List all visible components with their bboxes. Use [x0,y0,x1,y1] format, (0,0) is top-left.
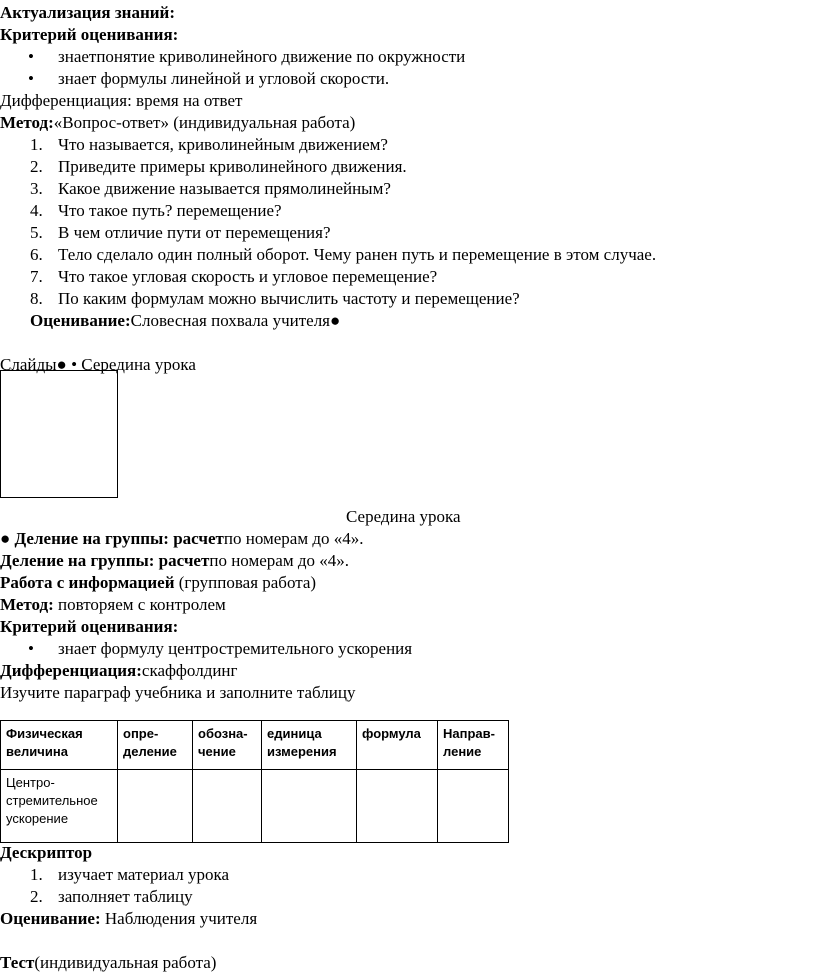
test-line: Тест(индивидуальная работа) [0,953,217,972]
table-header: опре-деление [118,721,193,770]
table-cell [438,770,509,843]
info-table [0,720,509,843]
descriptor-item: 1. изучает материал урока [30,865,230,884]
table-header-row [1,721,509,770]
criteria-item: • знает формулы линейной и угловой скорости. [28,69,390,88]
differentiation: Дифференциация: время на ответ [0,91,243,110]
slide-placeholder [0,370,118,498]
middle-heading: Середина урока [346,507,461,526]
question-item: 5. В чем отличие пути от перемещения? [30,223,331,242]
bullet-icon: ● [330,311,341,330]
bullet-icon: • [28,69,34,88]
table-header: формула [357,721,438,770]
assessment: Оценивание: Наблюдения учителя [0,909,258,928]
assessment: Оценивание:Словесная похвала учителя● [30,311,341,330]
question-item: 4. Что такое путь? перемещение? [30,201,282,220]
table-cell [262,770,357,843]
section-title: Актуализация знаний: [0,3,175,22]
table-cell [118,770,193,843]
table-header: единица измерения [262,721,357,770]
work-line: Работа с информацией (групповая работа) [0,573,317,592]
slides-line: Слайды● • Середина урока [0,355,196,374]
table-header: Физическая величина [1,721,118,770]
criteria-item: • знает формулу центростремительного ускорения [28,639,413,658]
criteria-item: • знаетпонятие криволинейного движение по окружности [28,47,466,66]
table-row [1,770,509,843]
differentiation: Дифференциация:скаффолдинг [0,661,238,680]
bullet-icon: • [28,47,34,66]
bullet-icon: ● [0,529,11,548]
table-cell [193,770,262,843]
bullet-icon: • [28,639,34,658]
descriptor-item: 2. заполняет таблицу [30,887,193,906]
question-item: 8. По каким формулам можно вычислить частоту и перемещение? [30,289,520,308]
method: Метод: повторяем с контролем [0,595,226,614]
descriptor-title: Дескриптор [0,843,93,862]
bullet-icon: ● [56,355,67,374]
method: Метод:«Вопрос-ответ» (индивидуальная работа) [0,113,356,132]
criteria-title: Критерий оценивания: [0,25,179,44]
table-header: Направ-ление [438,721,509,770]
groups-line: ● Деление на группы: расчетпо номерам до «4». [0,529,364,548]
groups-line: Деление на группы: расчетпо номерам до «4». [0,551,349,570]
bullet-icon: • [71,355,78,374]
table-cell [357,770,438,843]
criteria-title: Критерий оценивания: [0,617,179,636]
question-item: 7. Что такое угловая скорость и угловое перемещение? [30,267,438,286]
question-item: 1. Что называется, криволинейным движением? [30,135,388,154]
question-item: 3. Какое движение называется прямолинейным? [30,179,391,198]
table-header: обозна-чение [193,721,262,770]
instruction: Изучите параграф учебника и заполните таблицу [0,683,356,702]
question-item: 2. Приведите примеры криволинейного движения. [30,157,407,176]
table-cell: Центро-стремительное ускорение [1,770,118,843]
question-item: 6. Тело сделало один полный оборот. Чему ранен путь и перемещение в этом случае. [30,245,657,264]
